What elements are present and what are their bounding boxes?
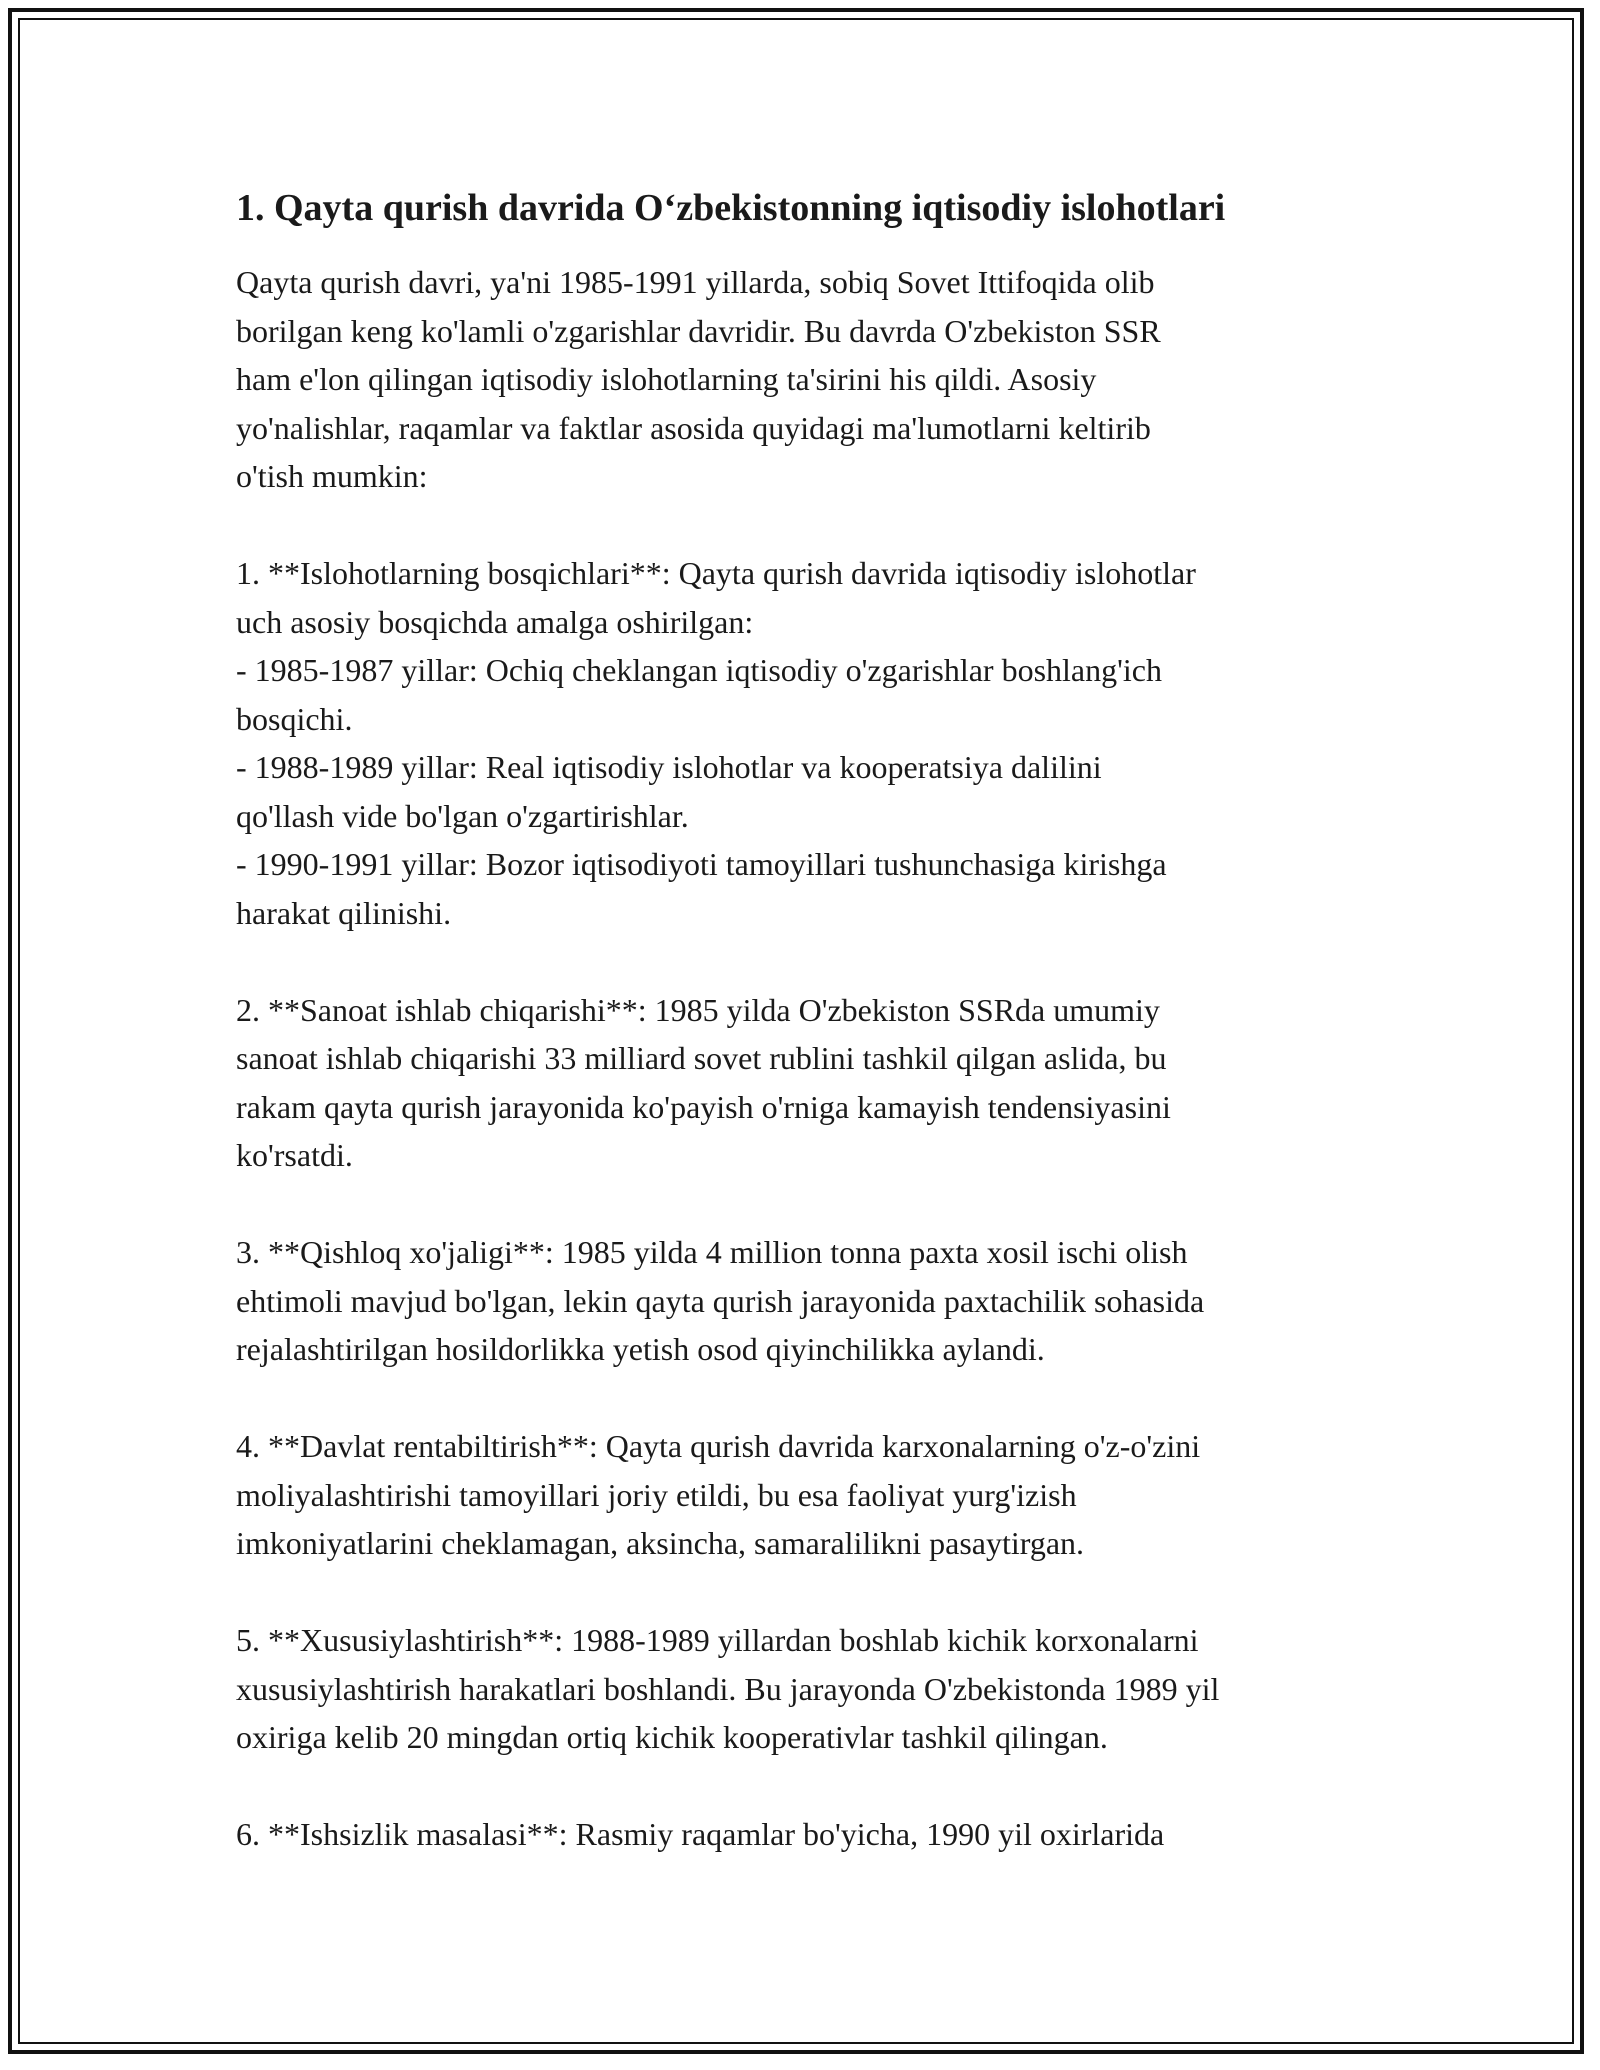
section-unemployment: 6. **Ishsizlik masalasi**: Rasmiy raqamlar bo'yicha, 1990 yil oxirlarida xyxy=(236,1816,1165,1852)
intro-paragraph: Qayta qurish davri, ya'ni 1985-1991 yillarda, sobiq Sovet Ittifoqida olib borilgan keng ko'lamli o'zgarishlar davridir. Bu davrda O'zbekiston SSR ham e'lon qilingan iqtisodiy islohotlarning ta'sirini his qildi. Asosiy yo'nalishlar, raqamlar va faktlar asosida quyidagi ma'lumotlarni keltirib o'tish mumkin: xyxy=(236,264,1161,494)
document-title: 1. Qayta qurish davrida O‘zbekistonning iqtisodiy islohotlari xyxy=(236,187,1226,229)
paragraph-gap xyxy=(236,1568,1376,1617)
paragraph-gap xyxy=(236,1180,1376,1229)
paragraph-gap xyxy=(236,1374,1376,1423)
section-agriculture: 3. **Qishloq xo'jaligi**: 1985 yilda 4 million tonna paxta xosil ischi olish ehtimoli mavjud bo'lgan, lekin qayta qurish jarayonida paxtachilik sohasida rejalashtirilgan hosildorlikka yetish osod qiyinchilikka aylandi. xyxy=(236,1234,1205,1367)
section-industrial-production: 2. **Sanoat ishlab chiqarishi**: 1985 yilda O'zbekiston SSRda umumiy sanoat ishlab chiqarishi 33 milliard sovet rublini tashkil qilgan aslida, bu rakam qayta qurish jarayonida ko'payish o'rniga kamayish tendensiyasini ko'rsatdi. xyxy=(236,991,1171,1173)
section-state-profitability: 4. **Davlat rentabiltirish**: Qayta qurish davrida karxonalarning o'z-o'zini moliyalashtirishi tamoyillari joriy etildi, bu esa faoliyat yurg'izish imkoniyatlarini cheklamagan, aksincha, samaralilikni pasaytirgan. xyxy=(236,1428,1201,1561)
section-privatization: 5. **Xususiylashtirish**: 1988-1989 yillardan boshlab kichik korxonalarni xususiylashtirish harakatlari boshlandi. Bu jarayonda O'zbekistonda 1989 yil oxiriga kelib 20 mingdan ortiq kichik kooperativlar tashkil qilingan. xyxy=(236,1622,1220,1755)
paragraph-gap xyxy=(236,1762,1376,1811)
document-body xyxy=(236,184,1376,1859)
section-reform-stages: 1. **Islohotlarning bosqichlari**: Qayta qurish davrida iqtisodiy islohotlar uch asosiy bosqichda amalga oshirilgan: - 1985-1987 yillar: Ochiq cheklangan iqtisodiy o'zgarishlar boshlang'ich bosqichi. - 1988-1989 yillar: Real iqtisodiy islohotlar va kooperatsiya dalilini qo'llash vide bo'lgan o'zgartirishlar. - 1990-1991 yillar: Bozor iqtisodiyoti tamoyillari tushunchasiga kirishga harakat qilinishi. xyxy=(236,555,1196,931)
paragraph-gap xyxy=(236,937,1376,986)
paragraph-gap xyxy=(236,501,1376,550)
